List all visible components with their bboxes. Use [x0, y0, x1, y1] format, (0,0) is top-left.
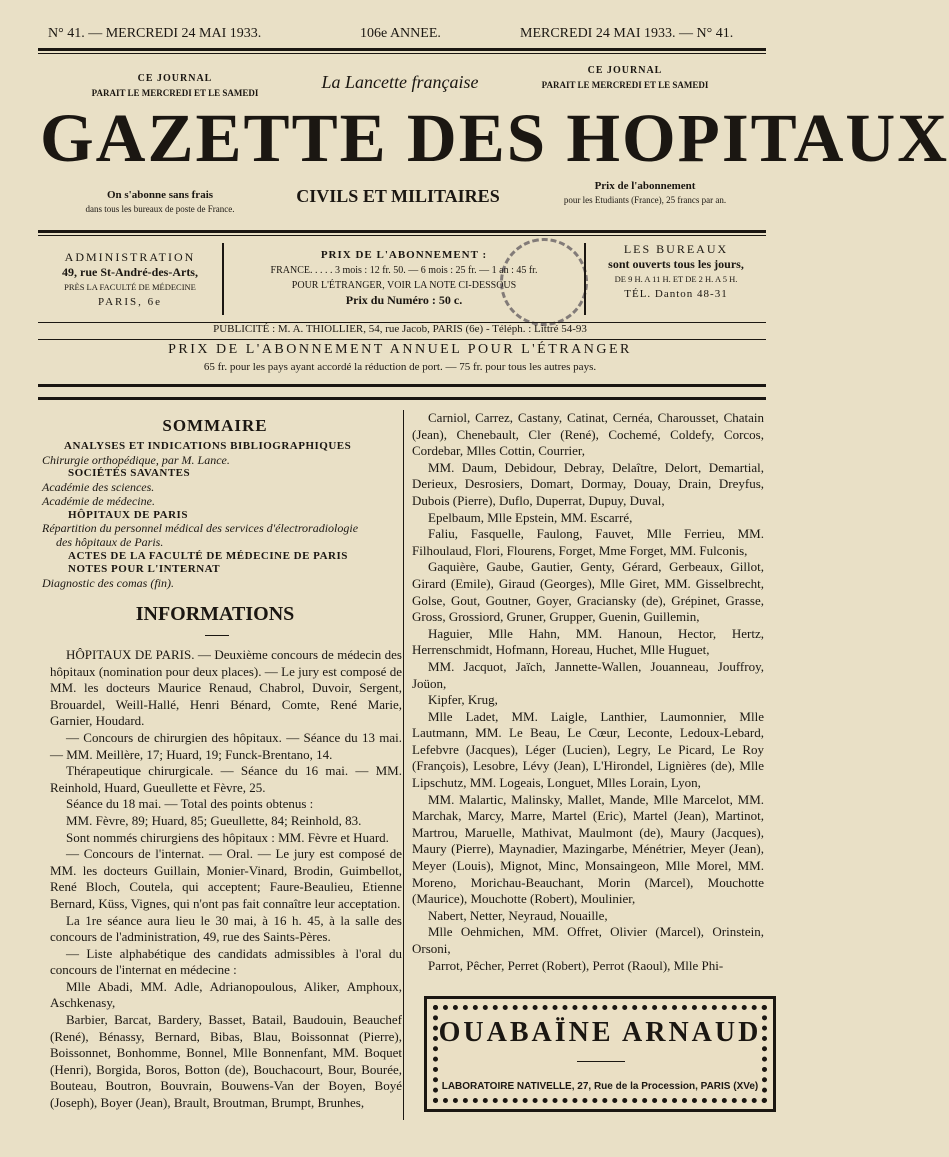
column-divider	[403, 410, 404, 1120]
sommaire-item: Académie de médecine.	[42, 493, 155, 508]
paragraph: Thérapeutique chirurgicale. — Séance du 16 mai. — MM. Reinhold, Huard, Gueullette et Fèvre, 25.	[50, 763, 402, 795]
issue-year: 106e ANNEE.	[360, 26, 441, 41]
paragraph: Haguier, Mlle Hahn, MM. Hanoun, Hector, Hertz, Herrenschmidt, Hofmann, Horeau, Huchet, Mlle Huguet,	[412, 625, 764, 658]
paragraph: Nabert, Netter, Neyraud, Nouaille,	[428, 907, 608, 923]
issue-right: MERCREDI 24 MAI 1933. — N° 41.	[520, 26, 734, 41]
lancette-subtitle: La Lancette française	[321, 72, 479, 92]
publicite-line: PUBLICITÉ : M. A. THIOLLIER, 54, rue Jacob, PARIS (6e) - Téléph. : Littré 54-93	[213, 323, 587, 335]
divider	[584, 243, 586, 315]
bureaux-box	[588, 242, 764, 302]
subscribe-right	[536, 179, 754, 207]
paragraph: Séance du 18 mai. — Total des points obtenus :	[66, 796, 314, 812]
newspaper-subtitle: CIVILS ET MILITAIRES	[296, 186, 500, 206]
paragraph: Mlle Abadi, MM. Adle, Adrianopoulous, Aliker, Amphoux, Aschkenasy,	[50, 978, 402, 1011]
admin-note: PRÈS LA FACULTÉ DE MÉDECINE	[64, 282, 196, 292]
notice-text: PARAIT LE MERCREDI ET LE SAMEDI	[541, 80, 709, 90]
sommaire-title: SOMMAIRE	[162, 416, 268, 435]
divider	[577, 1061, 625, 1062]
paragraph: Carniol, Carrez, Castany, Catinat, Cernéa, Charousset, Chatain (Jean), Chenebault, Cler (René), Cochemé, Coldefy, Corcos, Cordebar, Mlles Cottin, Courrier,	[412, 410, 764, 459]
notice-text: PARAIT LE MERCREDI ET LE SAMEDI	[91, 88, 259, 98]
etranger-heading: PRIX DE L'ABONNEMENT ANNUEL POUR L'ÉTRANGER	[168, 342, 632, 357]
sommaire-heading: NOTES POUR L'INTERNAT	[68, 563, 221, 576]
prix-heading: PRIX DE L'ABONNEMENT :	[320, 249, 488, 261]
sommaire-heading: SOCIÉTÉS SAVANTES	[68, 467, 191, 480]
subscribe-heading: Prix de l'abonnement	[594, 180, 696, 192]
paragraph: — Liste alphabétique des candidats admissibles à l'oral du concours de l'internat en médecine :	[50, 945, 402, 978]
informations-body	[50, 647, 402, 1112]
candidates-list	[412, 410, 764, 974]
paragraph: — Concours de chirurgien des hôpitaux. — Séance du 13 mai. — MM. Meillère, 17; Huard, 19; Funck-Brentano, 14.	[50, 729, 402, 762]
etranger-prices: 65 fr. pour les pays ayant accordé la réduction de port. — 75 fr. pour tous les autres pays.	[203, 361, 597, 373]
divider	[205, 635, 229, 636]
sommaire-item: Répartition du personnel médical des services d'électroradiologie	[42, 521, 359, 536]
ad-laboratory: LABORATOIRE NATIVELLE, 27, Rue de la Procession, PARIS (XVe)	[441, 1081, 759, 1092]
admin-heading: ADMINISTRATION	[64, 250, 196, 264]
divider	[38, 53, 766, 54]
library-stamp	[490, 228, 598, 336]
subscribe-text: pour les Etudiants (France), 25 francs par an.	[563, 195, 727, 205]
sommaire-item: Chirurgie orthopédique, par M. Lance.	[42, 452, 230, 467]
subscribe-heading: On s'abonne sans frais	[106, 189, 214, 201]
divider	[222, 243, 224, 315]
issue-left: N° 41. — MERCREDI 24 MAI 1933.	[48, 26, 262, 41]
paragraph: Faliu, Fasquelle, Faulong, Fauvet, Mlle Ferrieu, MM. Filhoulaud, Flori, Flourens, Forget, Mme Forget, MM. Fulconis,	[412, 526, 764, 558]
subscribe-left	[50, 188, 270, 216]
divider	[38, 397, 766, 400]
paragraph: MM. Jacquot, Jaïch, Jannette-Wallen, Jouanneau, Jouffroy, Joüon,	[412, 658, 764, 691]
paragraph: Barbier, Barcat, Bardery, Basset, Batail, Baudouin, Beauchef (René), Bénassy, Bernard, Bibas, Blau, Boissonnat (Pierre), Boissonnet, Bonhomme, Bonnel, Mlle Bonnenfant, MM. Boquet (Henri), Borgida, Boros, Botton (de), Bouchacourt, Bour, Bourée, Bouteau, Boutron, Bouvrain, Bouwens-Van der Boyen, Boyé (Joseph), Boyer (Jean), Brault, Broutman, Brumpt, Brunhes,	[50, 1012, 402, 1111]
paragraph: La 1re séance aura lieu le 30 mai, à 16 h. 45, à la salle des concours de l'administration, 49, rue des Saints-Pères.	[50, 912, 402, 945]
paragraph: Parrot, Pêcher, Perret (Robert), Perrot (Raoul), Mlle Phi-	[428, 957, 724, 973]
notice-heading: CE JOURNAL	[137, 73, 213, 84]
paragraph: Gaquière, Gaube, Gautier, Genty, Gérard, Gerbeaux, Gillot, Girard (Emile), Giraud (Georges), Mlle Giret, MM. Gisselbrecht, Golse, Gout, Goutner, Goyer, Graciansky (de), Grépinet, Grasse, Gross, Grossiord, Gruner, Grupper, Guenin, Guillemin,	[412, 559, 764, 625]
informations-title: INFORMATIONS	[135, 603, 295, 625]
paragraph: Mlle Oehmichen, MM. Offret, Olivier (Marcel), Orinstein, Orsoni,	[412, 924, 764, 956]
paragraph: MM. Fèvre, 89; Huard, 85; Gueullette, 84; Reinhold, 83.	[66, 812, 362, 828]
bureaux-text: sont ouverts tous les jours,	[608, 257, 744, 271]
paragraph: Epelbaum, Mlle Epstein, MM. Escarré,	[428, 509, 633, 525]
sommaire-item: Diagnostic des comas (fin).	[42, 576, 174, 591]
sommaire-heading: ACTES DE LA FACULTÉ DE MÉDECINE DE PARIS	[68, 549, 348, 562]
paragraph: MM. Daum, Debidour, Debray, Delaître, Delort, Demartial, Derieux, Desrosiers, Domart, Dormay, Douay, Drain, Dreyfus, Dubois (Pierre), Duflo, Duperrat, Dupuy, Duval,	[412, 459, 764, 508]
paragraph: MM. Malartic, Malinsky, Mallet, Mande, Mlle Marcelot, MM. Marchak, Marcy, Marre, Martel (Eric), Martel (Jean), Martinot, Martrou, Maruelle, Mathivat, Maulmont (de), Maury (Jacques), Maury (Pierre), Maynadier, Mazingarbe, Ménétrier, Meyer (Jean), Meyer (Louis), Mignot, Minc, Monsaingeon, Mlle Morel, MM. Moreno, Morichau-Beauchant, Morin (Marcel), Mouchotte (Maurice), Mouchotte (Robert), Moulinier,	[412, 791, 764, 907]
paragraph: HÔPITAUX DE PARIS. — Deuxième concours de médecin des hôpitaux (nomination pour deux places). — Le jury est composé de MM. les docteurs Maurice Renaud, Chabrol, Duvoir, Sergent, Brouardel, Weill-Hallé, Henri Bénard, Comte, René Marie, Garnier, Houdard.	[50, 647, 402, 729]
admin-city: PARIS, 6e	[97, 296, 163, 308]
paragraph: — Concours de l'internat. — Oral. — Le jury est composé de MM. les docteurs Guillain, Monier-Vinard, Brodin, Guimbellot, René Bloch, Coutela, qui acceptent; Faure-Beaulieu, Etienne Bernard, Küss, Vignes, qui n'ont pas fait connaître leur acceptation.	[50, 846, 402, 911]
newspaper-title: GAZETTE DES HOPITAUX	[40, 100, 949, 176]
paragraph: Mlle Ladet, MM. Laigle, Lanthier, Laumonnier, Mlle Lautmann, MM. Le Beau, Le Cœur, Leconte, Ledoux-Lebard, Lefebvre (Jacques), Léger (Lucien), Legry, Le Picard, Le Roy (François), Lesobre, Lévy (Jean), L'Hirondel, Lignières (de), Mlle Lipschutz, MM. Logeais, Longuet, Mlles Lorain, Lyon,	[412, 708, 764, 791]
paragraph: Kipfer, Krug,	[428, 692, 498, 708]
ad-product-name: OUABAÏNE ARNAUD	[438, 1017, 762, 1048]
sommaire-heading: ANALYSES ET INDICATIONS BIBLIOGRAPHIQUES	[64, 440, 352, 452]
prix-etranger-note: POUR L'ÉTRANGER, VOIR LA NOTE CI-DESSOUS	[291, 280, 517, 291]
administration-box	[40, 250, 220, 310]
subscribe-text: dans tous les bureaux de poste de France.	[85, 204, 235, 214]
prix-numero: Prix du Numéro : 50 c.	[345, 293, 463, 307]
divider	[38, 384, 766, 387]
sommaire-item: des hôpitaux de Paris.	[56, 534, 164, 549]
divider	[38, 235, 766, 236]
paragraph: Sont nommés chirurgiens des hôpitaux : MM. Fèvre et Huard.	[66, 829, 389, 845]
left-notice	[80, 72, 270, 100]
sommaire-list	[42, 440, 392, 591]
right-notice	[530, 64, 720, 92]
advertisement	[424, 996, 776, 1112]
divider	[38, 230, 766, 233]
notice-heading: CE JOURNAL	[587, 65, 663, 76]
sommaire-item: Académie des sciences.	[42, 480, 155, 495]
divider	[38, 48, 766, 51]
bureaux-phone: TÉL. Danton 48-31	[624, 288, 728, 300]
prix-france: FRANCE. . . . . 3 mois : 12 fr. 50. — 6 mois : 25 fr. — 1 an : 45 fr.	[270, 265, 538, 276]
divider	[38, 339, 766, 340]
sommaire-heading: HÔPITAUX DE PARIS	[68, 508, 188, 521]
bureaux-heading: LES BUREAUX	[623, 242, 729, 256]
admin-address: 49, rue St-André-des-Arts,	[62, 265, 198, 279]
bureaux-hours: DE 9 H. A 11 H. ET DE 2 H. A 5 H.	[614, 274, 738, 284]
